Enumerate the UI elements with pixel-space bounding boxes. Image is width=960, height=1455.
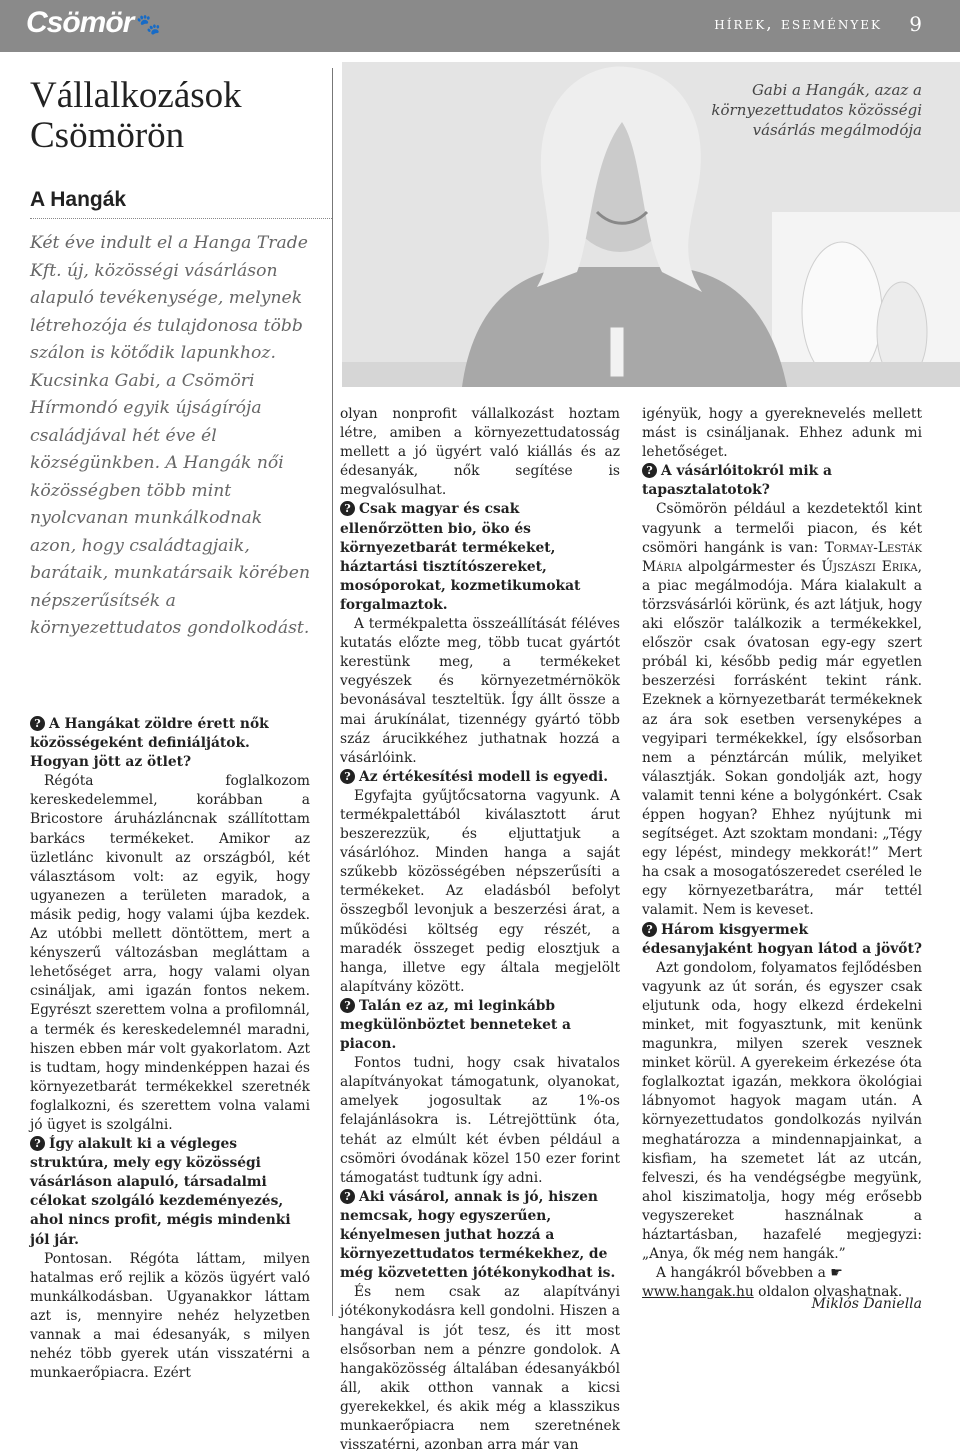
article-subhead: A Hangák: [30, 188, 127, 211]
column-1: [30, 715, 310, 1383]
answer: Pontosan. Régóta láttam, milyen hatalmas erő rejlik a közös ügyért való munkálkodásban. Ugyanakkor láttam azt is, mennyire nehéz helyzetben vannak a mai édesanyák, s milyen nehéz több gyerek után visszatérni a munkaerőpiacra. Ezért: [30, 1250, 310, 1382]
person-name: Tormay-Lesták Mária: [642, 539, 922, 575]
question: ? Talán ez az, mi leginkább megkülönböztet benneteket a piacon.: [340, 997, 571, 1053]
question-icon: ?: [340, 501, 355, 516]
question-icon: ?: [642, 463, 657, 478]
answer: Csömörön például a kezdetektől kint vagyunk a termelői piacon, és két csömöri hangánk is van: Tormay-Lesták Mária alpolgármester és Újszászi Erika, a piac megálmodója. Mára kialakult a törzsvásárlói körünk, és azt látjuk, hogy aki először találkozik a termékekkel, először csak óvatosan egy-egy szert próbál ki, később pedig már egyetlen beszerzési forrásként tekint ránk. Ezeknek a környezetbarát termékeknek az ára sok esetben versenyképes a vegyipari termékekkel, így elsősorban nem a pénztárcán múlik, melyiket választják. Sokan gondolják azt, hogy valamit tenni kéne a bolygónkért. Csak éppen hogyan? Ehhez nyújtunk mi segítséget. Azt szoktam mondani: „Tégy egy lépést, mindegy mekkorát!” Mert ha csak a mosogatószeredet cseréled le egy környezetbarátra, már tettél valamit. Nem is keveset.: [642, 501, 922, 919]
question: ? A vásárlóitokról mik a tapasztalatotok?: [642, 463, 832, 499]
answer: olyan nonprofit vállalkozást hoztam létre, amiben a környezettudatosság mellett a jó ügyért való kiállás és az édesanyák, nők segítése is megvalósulhat.: [340, 406, 620, 499]
answer: igényük, hogy a gyereknevelés mellett mást is csináljanak. Ehhez adunk mi lehetőséget.: [642, 406, 922, 461]
column-3: [642, 405, 922, 1302]
answer: Fontos tudni, hogy csak hivatalos alapítványokat támogatunk, olyanokat, amelyek jogosultak az 1%-os felajánlásokra is. Létrejöttünk óta, tehát az elmúlt két évben például a csömöri óvodának közel 150 ezer forint támogatást tudtunk így adni.: [340, 1055, 620, 1186]
question-icon: ?: [30, 1136, 45, 1151]
section-title: hírek, események: [714, 14, 882, 34]
author-byline: Miklós Daniella: [811, 1296, 922, 1312]
closing-line: A hangákról bővebben a ☛ www.hangak.hu oldalon olvashatnak.: [642, 1265, 903, 1301]
answer: Egyfajta gyűjtőcsatorna vagyunk. A termékpalettából kiválasztott árut beszerezzük, és eljuttatjuk a vásárlóhoz. Minden hanga a saját szűkebb közösségében népszerűsíti a termékeket. Az eladásból befolyt összegből levonjuk a beszerzési árat, a működési költség egy részét, a maradék összeget pedig elosztjuk a hanga, illetve egy általa megjelölt alapítvány között.: [340, 787, 620, 995]
answer: Azt gondolom, folyamatos fejlődésben vagyunk az út során, és egyszer csak eljutunk oda, hogy elkezd érdekelni minket, mit fogyasztunk, mit kenünk magunkra, milyen szerek vesznek minket körül. A gyerekeim érkezése óta foglalkoztat igazán, mekkora ökológiai lábnyomot hagyok magam után. A környezettudatos gondolkozás nyilván meghatározza a mindennapjainkat, a kisfiam, ha szemetet lát az utcán, felveszi, és ha vendégségbe megyünk, ahol kiszimatolja, hogy még erősebb vegyszereket használnak a háztartásban, hazafelé megjegyzi: „Anya, ők még nem hangák.”: [642, 959, 922, 1263]
question-icon: ?: [340, 998, 355, 1013]
photo-caption: Gabi a Hangák, azaz a környezettudatos közösségi vásárlás megálmodója: [711, 81, 922, 139]
website-link[interactable]: www.hangak.hu: [642, 1284, 754, 1301]
answer: Régóta foglalkozom kereskedelemmel, korábban a Bricostore áruházláncnak szállítottam barkács termékeket. Amikor az üzletlánc kivonult az országból, két választásom volt: az egyik, hogy ugyanezen a területen maradok, a másik pedig, hogy valami újba kezdek. Az utóbbi mellett döntöttem, mert a kényszerű változásban megláttam a lehetőséget arra, hogy valami olyan csináljak, ami igazán fontos nekem. Egyrészt szerettem volna a profilomnál, a termék és kereskedelemnél maradni, hiszen ebben már volt gyakorlatom. Azt is tudtam, hogy mindenképpen hazai és környezetbarát termékekkel szeretnék foglalkozni, és szerettem volna valami jó ügyet is szolgálni.: [30, 773, 310, 1133]
question: ? Három kisgyermek édesanyjaként hogyan látod a jövőt?: [642, 921, 922, 957]
question: ? A Hangákat zöldre érett nők közösségeként definiáljátok. Hogyan jött az ötlet?: [30, 716, 269, 771]
page-number: 9: [909, 12, 922, 36]
question: ? Csak magyar és csak ellenőrzötten bio, öko és környezetbarát termékeket, háztartási tisztítószereket, mosóporokat, kozmetikumokat forgalmaztok.: [340, 501, 581, 613]
header-bar: [0, 0, 960, 52]
person-name: Újszászi Erika: [821, 558, 918, 575]
column-divider: [332, 68, 333, 1316]
answer: A termékpaletta összeállítását féléves kutatás előzte meg, több tucat gyártót kerestünk meg, a termékeket vegyészek és környezetmérnökök bevonásával teszteltük. Így állt össze a mai árukínálat, tizennégy gyártó több száz árucikkéhez juthatnak hozzá a vásárlóink.: [340, 616, 620, 766]
question-icon: ?: [340, 1189, 355, 1204]
question: ? Az értékesítési modell is egyedi.: [340, 768, 620, 787]
paw-icon: 🐾: [136, 12, 161, 36]
question-icon: ?: [340, 769, 355, 784]
question: ? Így alakult ki a végleges struktúra, mely egy közösségi vásárláson alapuló, társadalmi célokat szolgáló kezdeményezés, ahol nincs profit, mégis mindenki jól jár.: [30, 1136, 291, 1248]
dotted-rule: [30, 218, 332, 219]
question: ? Aki vásárol, annak is jó, hiszen nemcsak, hogy egyszerűen, kényelmesen juthat hozzá a környezettudatos termékekhez, de még közvetetten jótékonykodhat is.: [340, 1188, 616, 1282]
logo: Csömör: [26, 6, 134, 39]
answer: És nem csak az alapítványi jótékonykodásra kell gondolni. Hiszen a hangával is jót tesz, és itt most elsősorban nem a pénzre gondolok. A hangaközösség általában édesanyákból áll, akik otthon vannak a kicsi gyerekekkel, és akik még a klasszikus munkaerőpiacra nem szeretnének visszatérni, azonban arra már van: [340, 1284, 620, 1454]
question-icon: ?: [642, 922, 657, 937]
question-icon: ?: [30, 716, 45, 731]
lead-paragraph: Két éve indult el a Hanga Trade Kft. új, közösségi vásárláson alapuló tevékenysége, melynek létrehozója és tulajdonosa több szálon is kötődik lapunkhoz. Kucsinka Gabi, a Csömöri Hírmondó egyik újságírója családjával hét éve él községünkben. A Hangák női közösségben több mint nyolcvanan munkálkodnak azon, hogy családtagjaik, barátaik, munkatársaik körében népszerűsítsék a környezettudatos gondolkodást.: [30, 233, 311, 638]
column-2: [340, 405, 620, 1455]
article-title: Vállalkozások Csömörön: [30, 75, 242, 156]
